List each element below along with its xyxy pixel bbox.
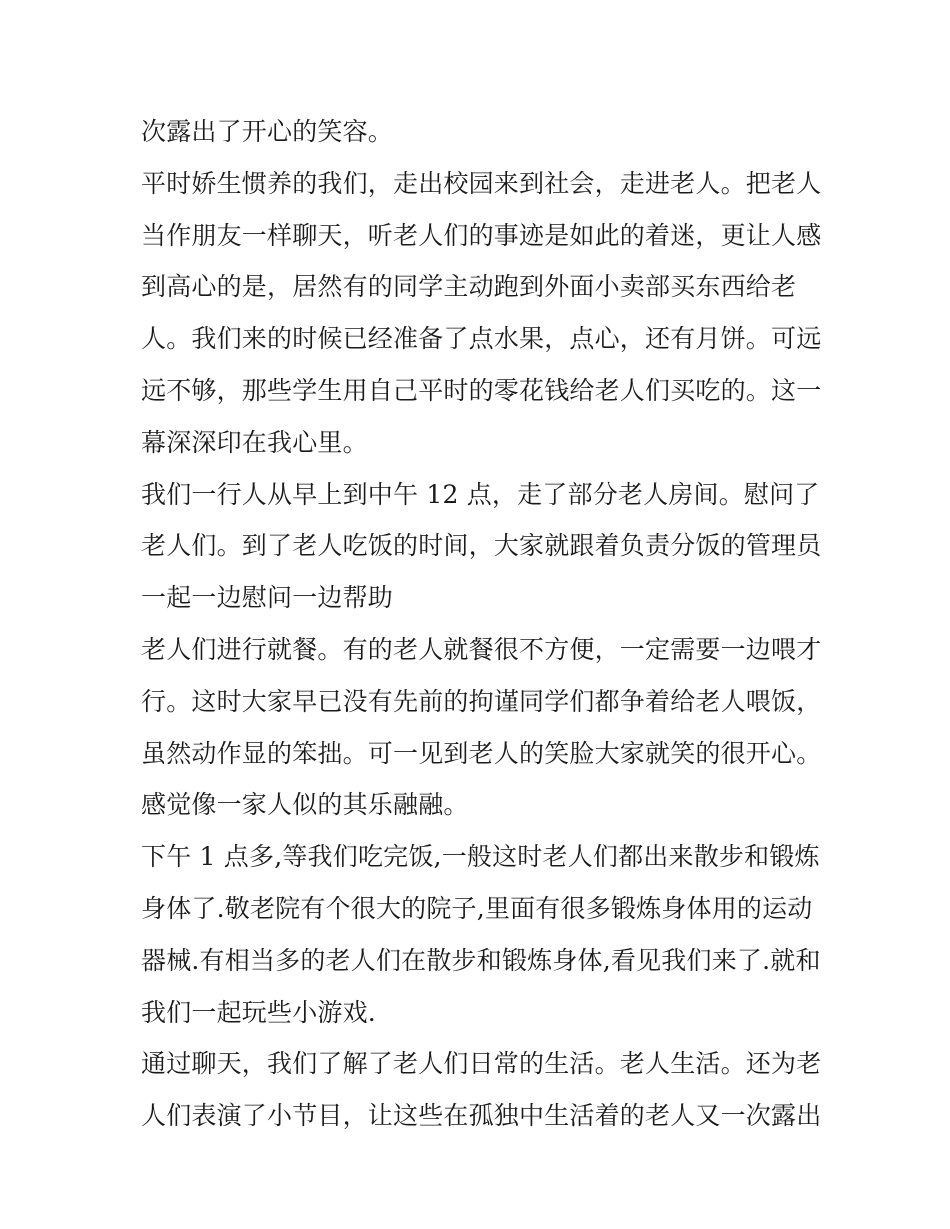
- text-line: 到高心的是，居然有的同学主动跑到外面小卖部买东西给老: [141, 272, 797, 302]
- text-line: 人们表演了小节目，让这些在孤独中生活着的老人又一次露出: [141, 1101, 822, 1131]
- document-body: [141, 106, 821, 1142]
- text-line: 人。我们来的时候已经准备了点水果，点心，还有月饼。可远: [141, 324, 822, 354]
- text-line: 感觉像一家人似的其乐融融。: [141, 790, 469, 820]
- text-line: 老人们。到了老人吃饭的时间，大家就跟着负责分饭的管理员: [141, 531, 822, 561]
- text-line: 远不够，那些学生用自己平时的零花钱给老人们买吃的。这一: [141, 375, 822, 405]
- text-line: 虽然动作显的笨拙。可一见到老人的笑脸大家就笑的很开心。: [141, 738, 822, 768]
- text-line: 行。这时大家早已没有先前的拘谨同学们都争着给老人喂饭，: [141, 686, 822, 716]
- text-line: 我们一起玩些小游戏.: [141, 997, 376, 1027]
- text-line: 通过聊天，我们了解了老人们日常的生活。老人生活。还为老: [141, 1049, 822, 1079]
- text-line: 老人们进行就餐。有的老人就餐很不方便，一定需要一边喂才: [141, 634, 822, 664]
- text-line: 次露出了开心的笑容。: [141, 117, 394, 146]
- text-line: 器械.有相当多的老人们在散步和锻炼身体,看见我们来了.就和: [141, 945, 821, 975]
- text-line: 身体了.敬老院有个很大的院子,里面有很多锻炼身体用的运动: [141, 893, 813, 923]
- text-line: 当作朋友一样聊天，听老人们的事迹是如此的着迷，更让人感: [141, 220, 822, 250]
- text-line: 幕深深印在我心里。: [141, 427, 368, 457]
- text-line: 平时娇生惯养的我们，走出校园来到社会，走进老人。把老人: [141, 168, 822, 198]
- text-line: 我们一行人从早上到中午 12 点，走了部分老人房间。慰问了: [141, 479, 820, 509]
- text-line: 一起一边慰问一边帮助: [141, 583, 394, 613]
- text-line: 下午 1 点多,等我们吃完饭,一般这时老人们都出来散步和锻炼: [141, 842, 820, 872]
